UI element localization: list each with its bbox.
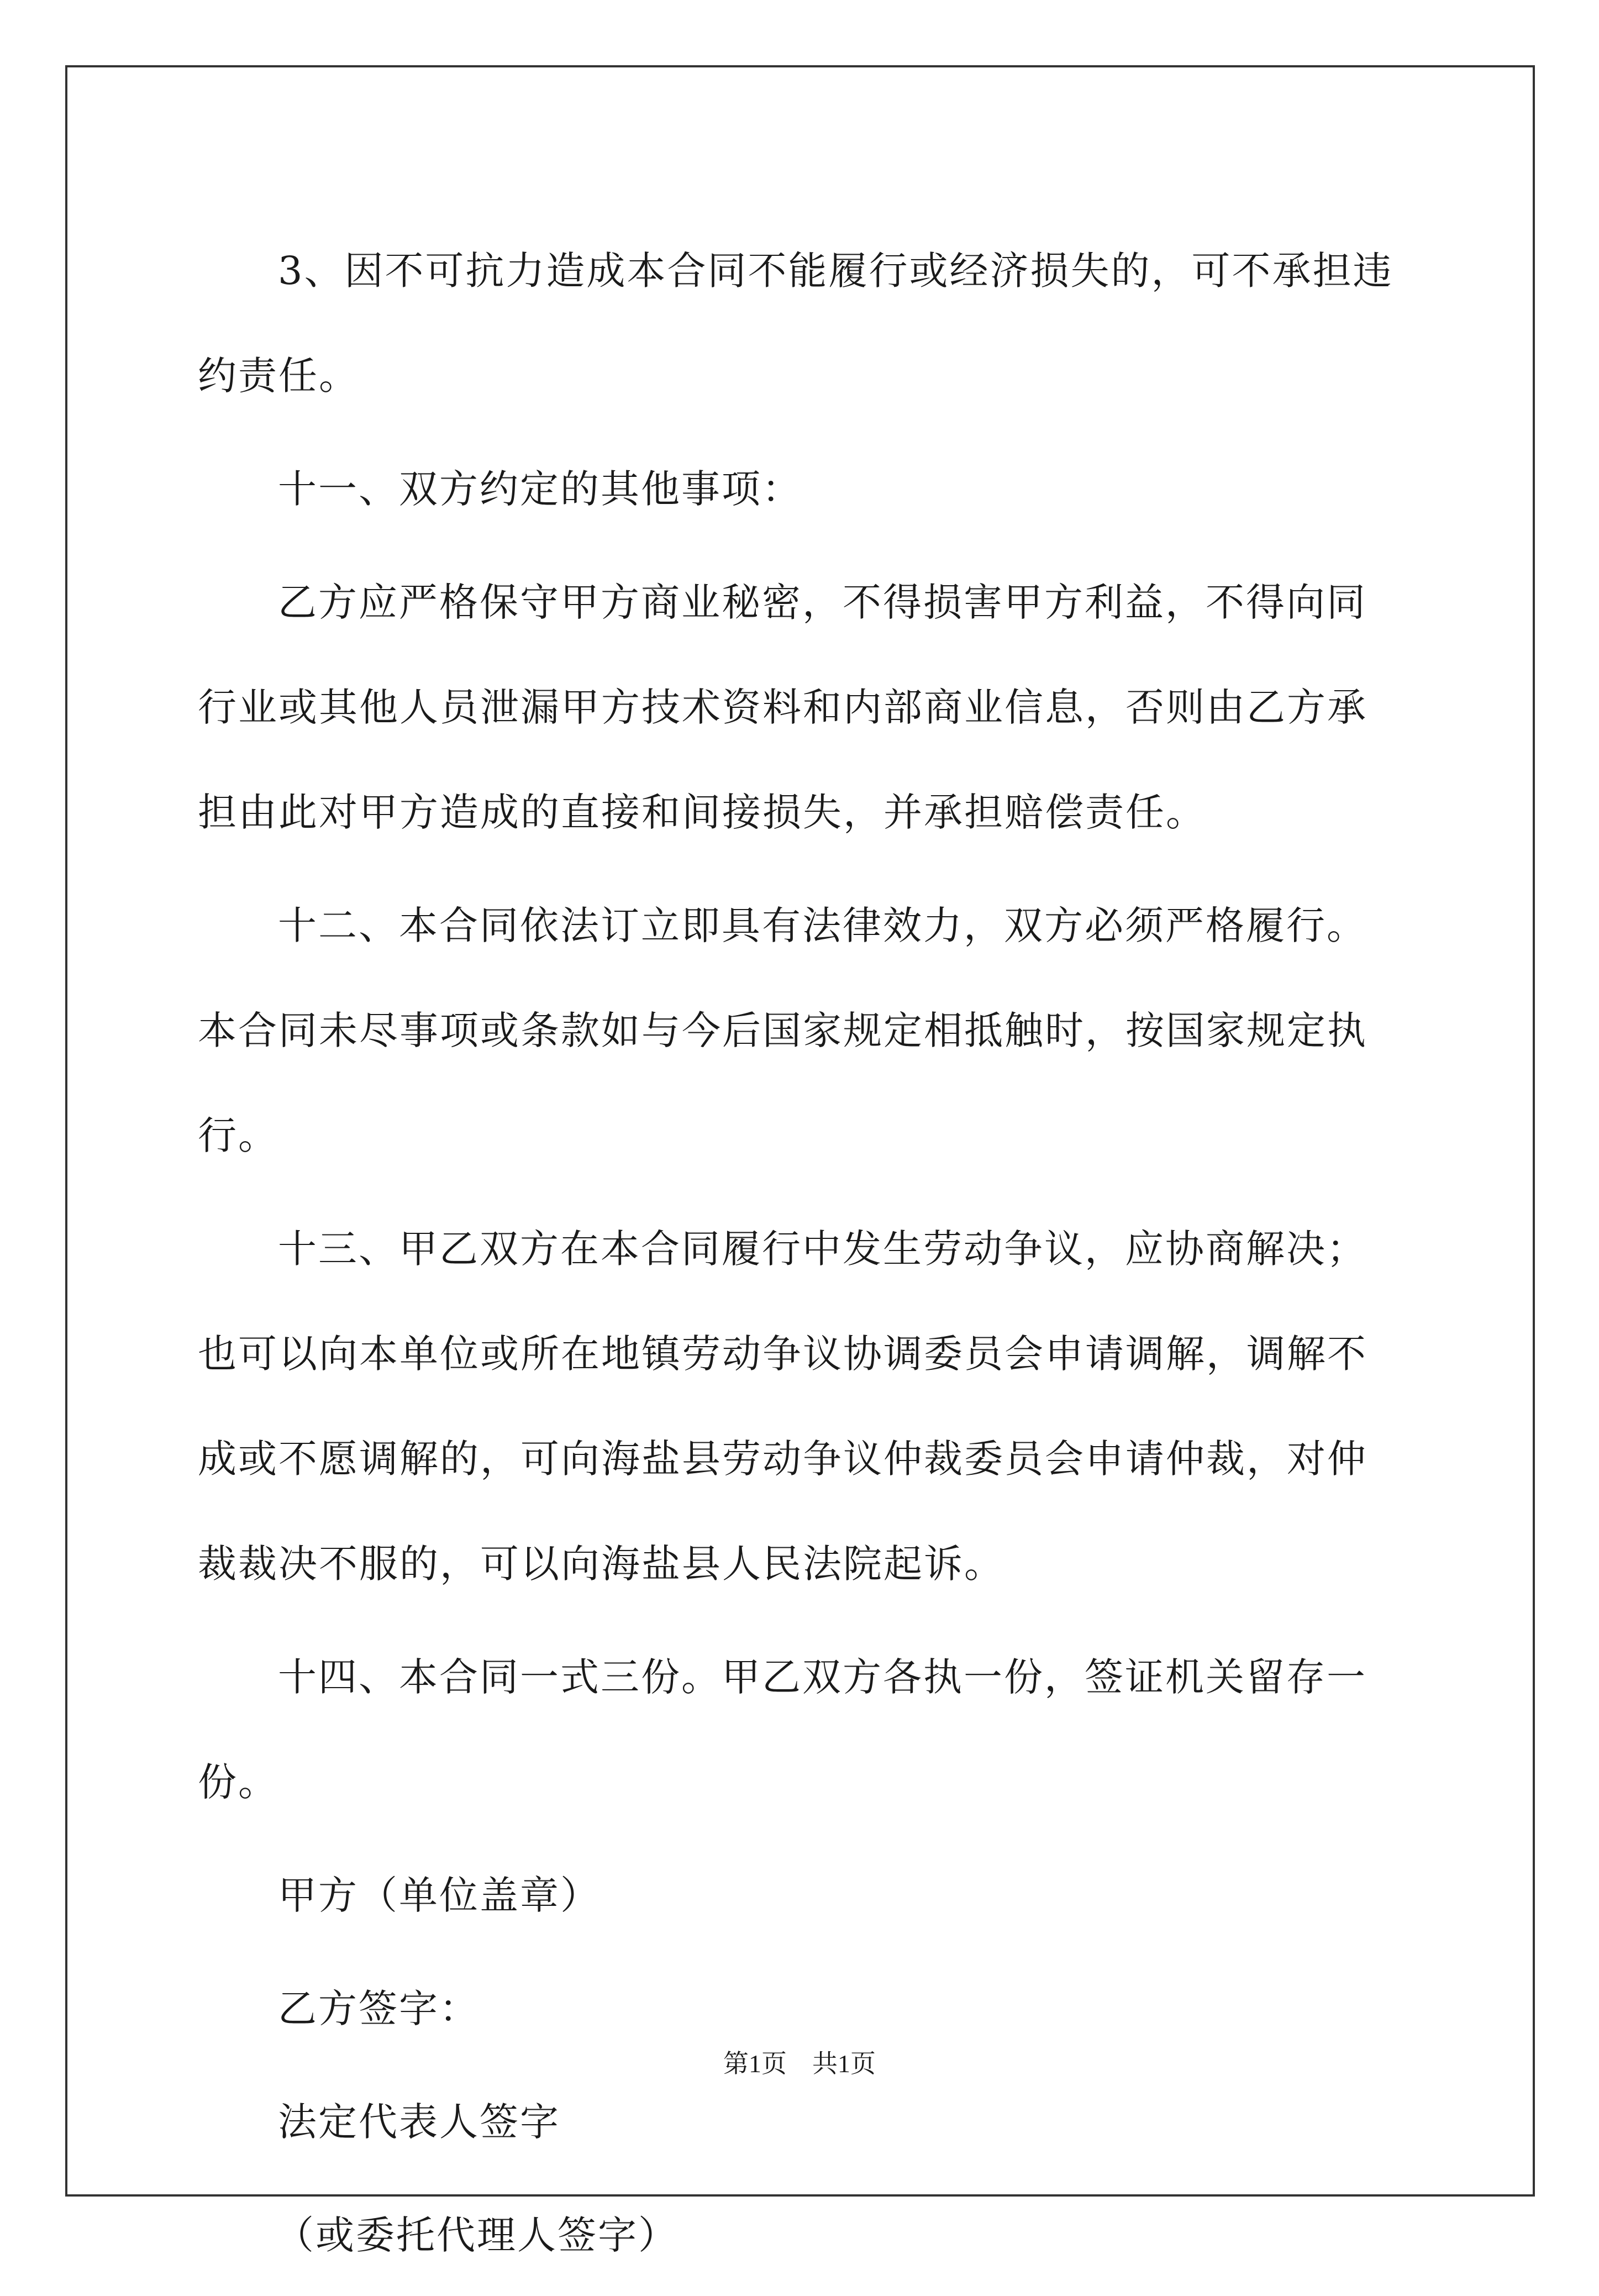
agent-signature-label: （或委托代理人签字） (275, 2213, 678, 2258)
clause-force-majeure: 3、因不可抗力造成本合同不能履行或经济损失的，可不承担违约责任。 (198, 248, 1393, 398)
clause-14: 十四、本合同一式三份。甲乙双方各执一份，签证机关留存一份。 (198, 1654, 1367, 1805)
party-b-signature-label: 乙方签字： (278, 1986, 480, 2031)
page-number: 第1页 共1页 (723, 2050, 876, 2078)
clause-11-heading: 十一、双方约定的其他事项： (278, 466, 802, 512)
party-a-seal-label: 甲方（单位盖章） (278, 1873, 601, 1918)
clause-13: 十三、甲乙双方在本合同履行中发生劳动争议，应协商解决；也可以向本单位或所在地镇劳动争议协调委员会申请调解，调解不成或不愿调解的，可向海盐县劳动争议仲裁委员会申请仲裁，对仲裁裁决不服的，可以向海盐县人民法院起诉。 (198, 1226, 1367, 1586)
legal-representative-signature-label: 法定代表人签字 (278, 2099, 560, 2145)
document-body (198, 218, 1402, 2296)
clause-11-body: 乙方应严格保守甲方商业秘密，不得损害甲方利益，不得向同行业或其他人员泄漏甲方技术资料和内部商业信息，否则由乙方承担由此对甲方造成的直接和间接损失，并承担赔偿责任。 (198, 580, 1367, 835)
clause-12: 十二、本合同依法订立即具有法律效力，双方必须严格履行。本合同未尽事项或条款如与今后国家规定相抵触时，按国家规定执行。 (198, 903, 1367, 1158)
